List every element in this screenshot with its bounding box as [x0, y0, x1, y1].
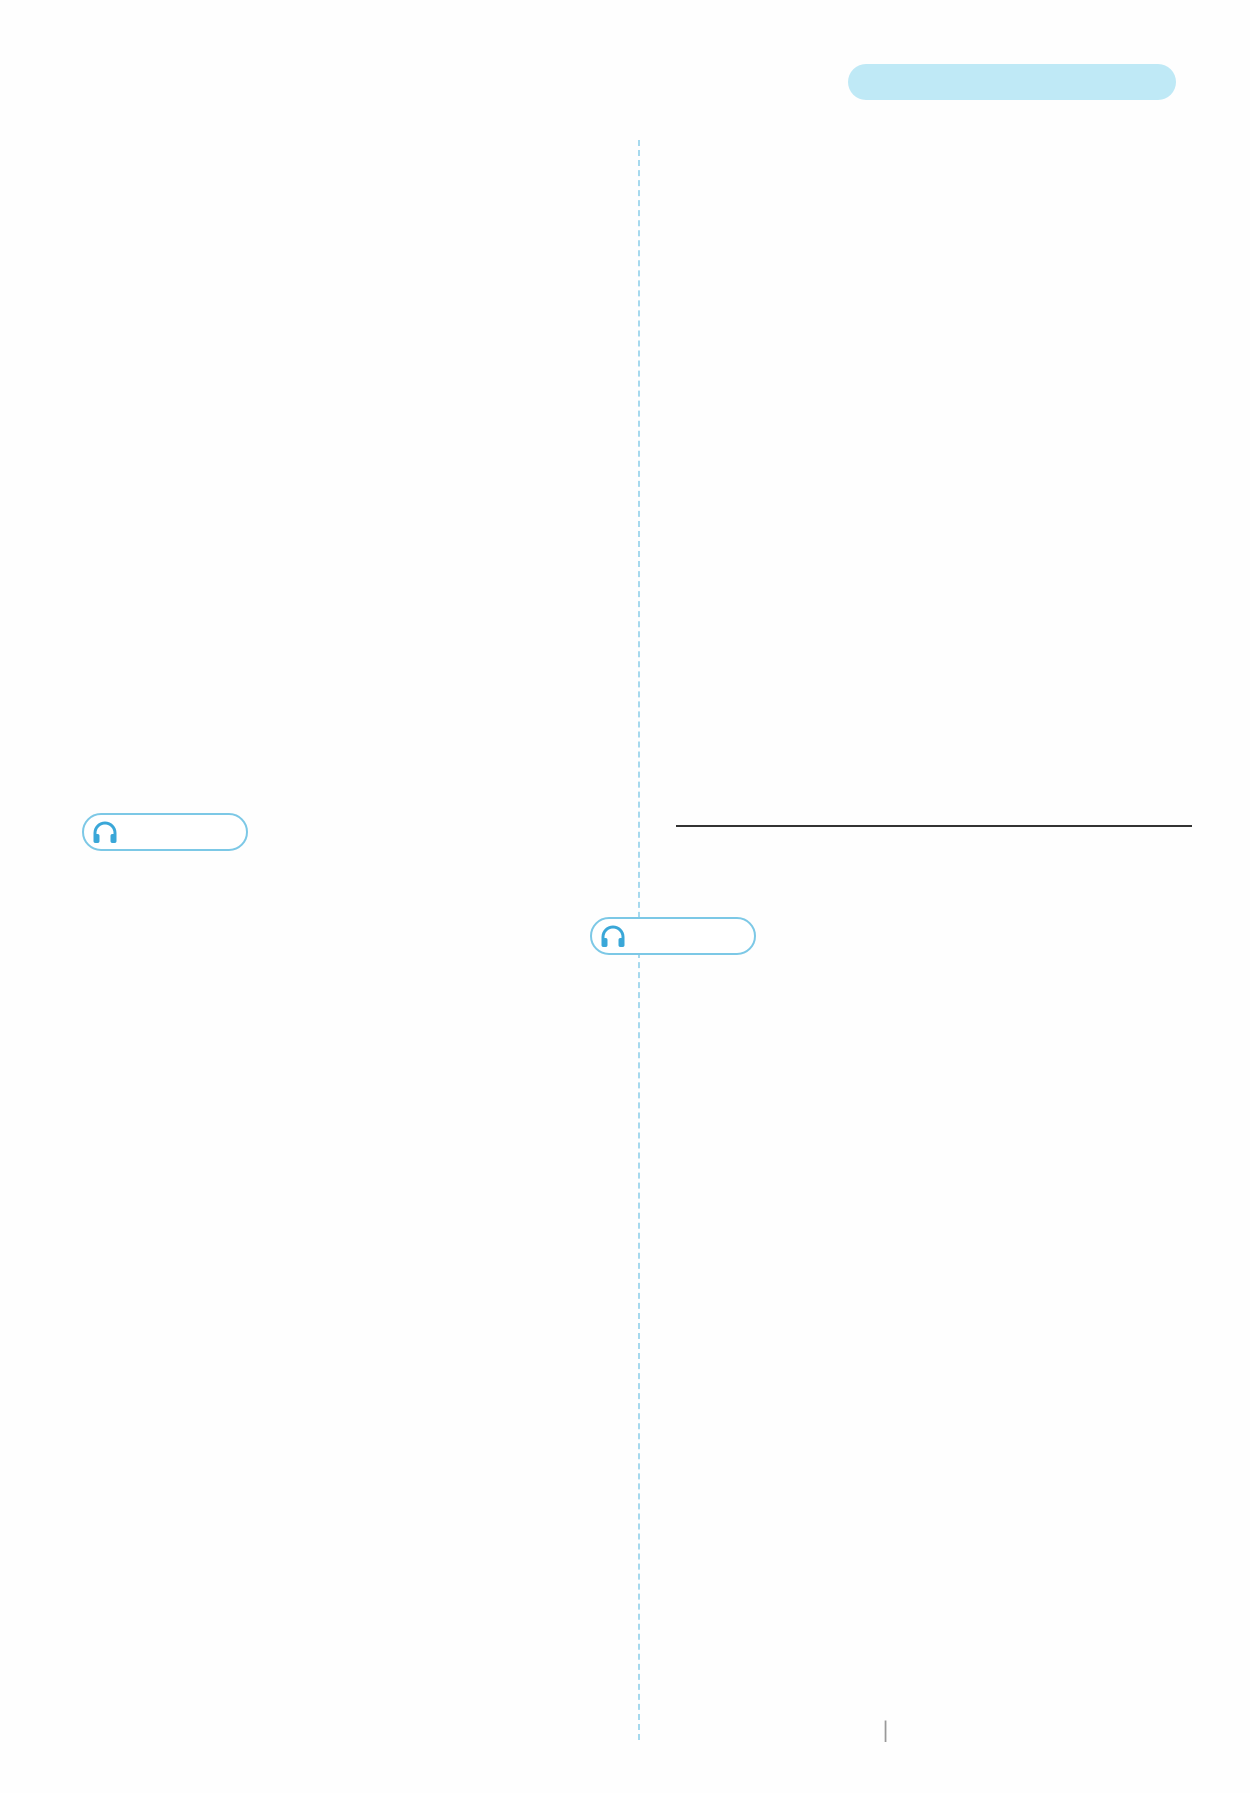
answer-7-line2 [676, 824, 1192, 827]
listening-material-tag-right [590, 917, 756, 955]
listening-material-tag-left [82, 813, 248, 851]
header-pill [848, 64, 1176, 100]
footer: | [882, 1718, 890, 1742]
headphones-icon [600, 925, 626, 949]
headphones-icon [92, 821, 118, 845]
